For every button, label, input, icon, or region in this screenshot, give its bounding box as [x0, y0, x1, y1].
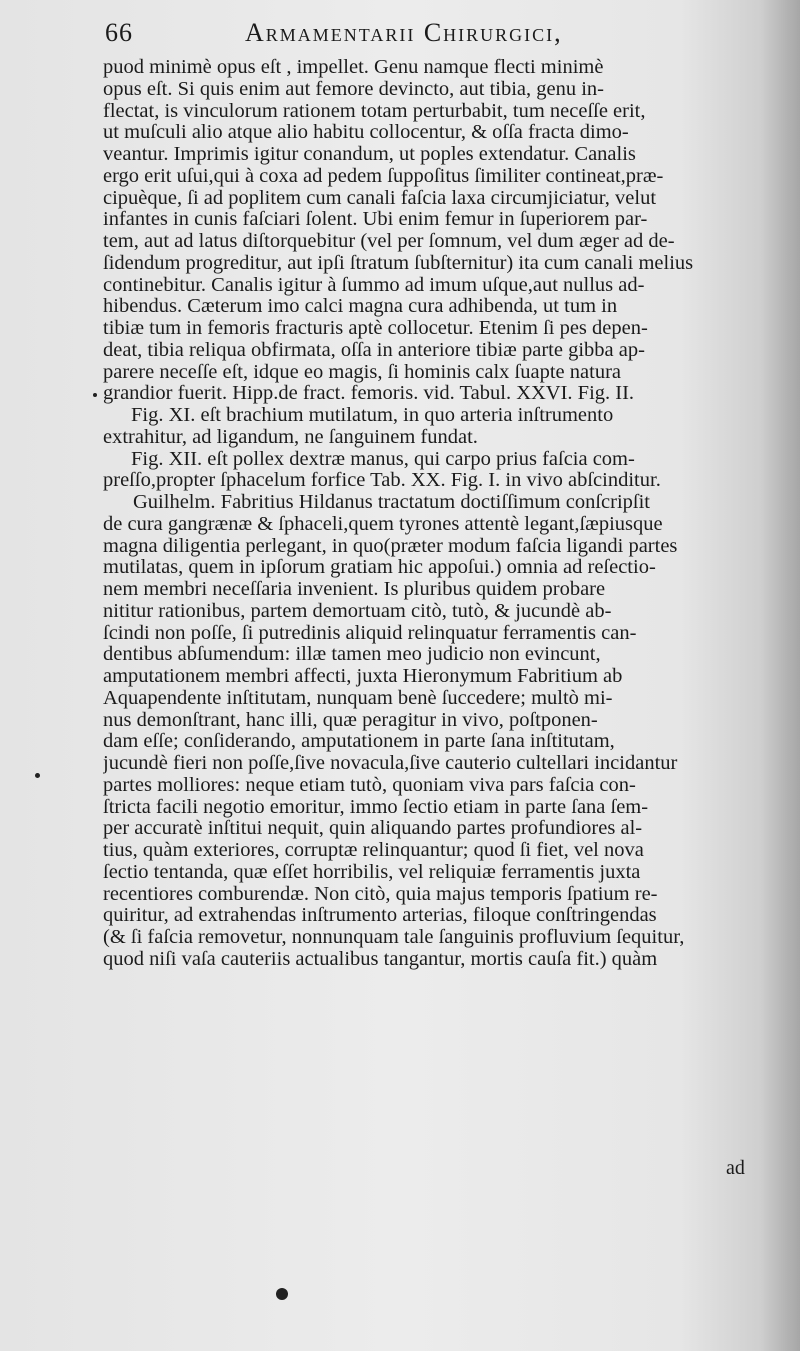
- text-line: dam eſſe; conſiderando, amputationem in parte ſana inſtitutam,: [103, 731, 615, 753]
- figure-caption-line: Fig. XI. eſt brachium mutilatum, in quo arteria inſtrumento: [131, 405, 614, 426]
- text-line: opus eſt. Si quis enim aut femore devincto, aut tibia, genu in-: [103, 78, 605, 100]
- text-line: recentiores comburendæ. Non citò, quia majus temporis ſpatium re-: [103, 883, 658, 905]
- figure-caption-line: Fig. XII. eſt pollex dextræ manus, qui carpo prius faſcia com-: [131, 448, 635, 470]
- text-line: nus demonſtrant, hanc illi, quæ peragitur in vivo, poſtponen-: [103, 709, 598, 731]
- text-line: hibendus. Cæterum imo calci magna cura adhibenda, ut tum in: [103, 296, 618, 318]
- text-line: nem membri neceſſaria invenient. Is pluribus quidem probare: [103, 579, 606, 600]
- catchword: ad: [726, 1157, 745, 1179]
- text-line: flectat, is vinculorum rationem totam perturbabit, tum neceſſe erit,: [103, 100, 646, 122]
- ink-speck: [93, 393, 97, 397]
- text-line: continebitur. Canalis igitur à ſummo ad imum uſque,aut nullus ad-: [103, 274, 645, 296]
- text-line: extrahitur, ad ligandum, ne ſanguinem fundat.: [103, 426, 478, 448]
- text-line: ſtricta facili negotio emoritur, immo ſectio etiam in parte ſana ſem-: [103, 796, 649, 818]
- text-line: infantes in cunis faſciari ſolent. Ubi enim femur in ſuperiorem par-: [103, 209, 648, 231]
- text-line: quiritur, ad extrahendas inſtrumento arterias, filoque conſtringendas: [103, 905, 657, 927]
- text-line: mutilatas, quem in ipſorum gratiam hic appoſui.) omnia ad reſectio-: [103, 557, 656, 579]
- text-line: jucundè fieri non poſſe,ſive novacula,ſive cauterio cultellari incidantur: [103, 753, 678, 774]
- text-line: parere neceſſe eſt, idque eo magis, ſi hominis calx ſuapte natura: [103, 361, 621, 383]
- text-line: Aquapendente inſtitutam, nunquam benè ſuccedere; multò mi-: [103, 687, 613, 709]
- ink-speck: [35, 773, 40, 778]
- text-line: nititur rationibus, partem demortuam citò, tutò, & jucundè ab-: [103, 600, 612, 622]
- text-line: partes molliores: neque etiam tutò, quoniam viva pars faſcia con-: [103, 774, 636, 796]
- text-line: (& ſi faſcia removetur, nonnunquam tale ſanguinis profluvium ſequitur,: [103, 927, 685, 948]
- page-header: [105, 18, 755, 54]
- text-line: tem, aut ad latus diſtorquebitur (vel per ſomnum, vel dum æger ad de-: [103, 231, 675, 252]
- text-line: per accuratè inſtitui nequit, quin aliquando partes profundiores al-: [103, 818, 643, 840]
- text-line: grandior fuerit. Hipp.de fract. femoris. vid. Tabul. XXVI. Fig. II.: [103, 383, 635, 405]
- text-line: ergo erit uſui,qui à coxa ad pedem ſuppoſitus ſimiliter contineat,præ-: [103, 165, 664, 187]
- text-line: ſidendum progreditur, aut ipſi ſtratum ſubſternitur) ita cum canali melius: [103, 252, 694, 274]
- page-number: 66: [105, 18, 133, 47]
- text-line: ſectio tentanda, quæ eſſet horribilis, vel reliquiæ ferramentis juxta: [103, 861, 641, 883]
- text-line: amputationem membri affecti, juxta Hieronymum Fabritium ab: [103, 666, 623, 687]
- text-line: dentibus abſumendum: illæ tamen meo judicio non evincunt,: [103, 644, 601, 666]
- text-line: tius, quàm exteriores, corruptæ relinquantur; quod ſi fiet, vel nova: [103, 840, 644, 861]
- text-line: cipuèque, ſi ad poplitem cum canali faſcia laxa circumjiciatur, velut: [103, 187, 657, 209]
- text-line: ſcindi non poſſe, ſi putredinis aliquid relinquatur ferramentis can-: [103, 622, 637, 644]
- text-line: ut muſculi alio atque alio habitu collocentur, & oſſa fracta dimo-: [103, 122, 629, 144]
- text-line: preſſo,propter ſphacelum forfice Tab. XX. Fig. I. in vivo abſcinditur.: [103, 470, 661, 492]
- text-line: quod niſi vaſa cauteriis actualibus tangantur, mortis cauſa fit.) quàm: [103, 948, 658, 970]
- text-line: de cura gangrænæ & ſphaceli,quem tyrones attentè legant,ſæpiusque: [103, 513, 663, 535]
- ink-blot: [276, 1288, 288, 1300]
- running-title: Armamentarii Chirurgici,: [245, 18, 563, 47]
- body-text: [103, 57, 753, 971]
- text-line: puod minimè opus eſt , impellet. Genu namque flecti minimè: [103, 57, 604, 78]
- page-edge-shadow: [760, 0, 800, 1351]
- text-line: tibiæ tum in femoris fracturis aptè collocetur. Etenim ſi pes depen-: [103, 318, 648, 339]
- paragraph-start-line: Guilhelm. Fabritius Hildanus tractatum doctiſſimum conſcripſit: [133, 492, 650, 513]
- text-line: deat, tibia reliqua obfirmata, oſſa in anteriore tibiæ parte gibba ap-: [103, 339, 645, 361]
- text-line: veantur. Imprimis igitur conandum, ut poples extendatur. Canalis: [103, 144, 636, 165]
- text-line: magna diligentia perlegant, in quo(præter modum faſcia ligandi partes: [103, 535, 678, 557]
